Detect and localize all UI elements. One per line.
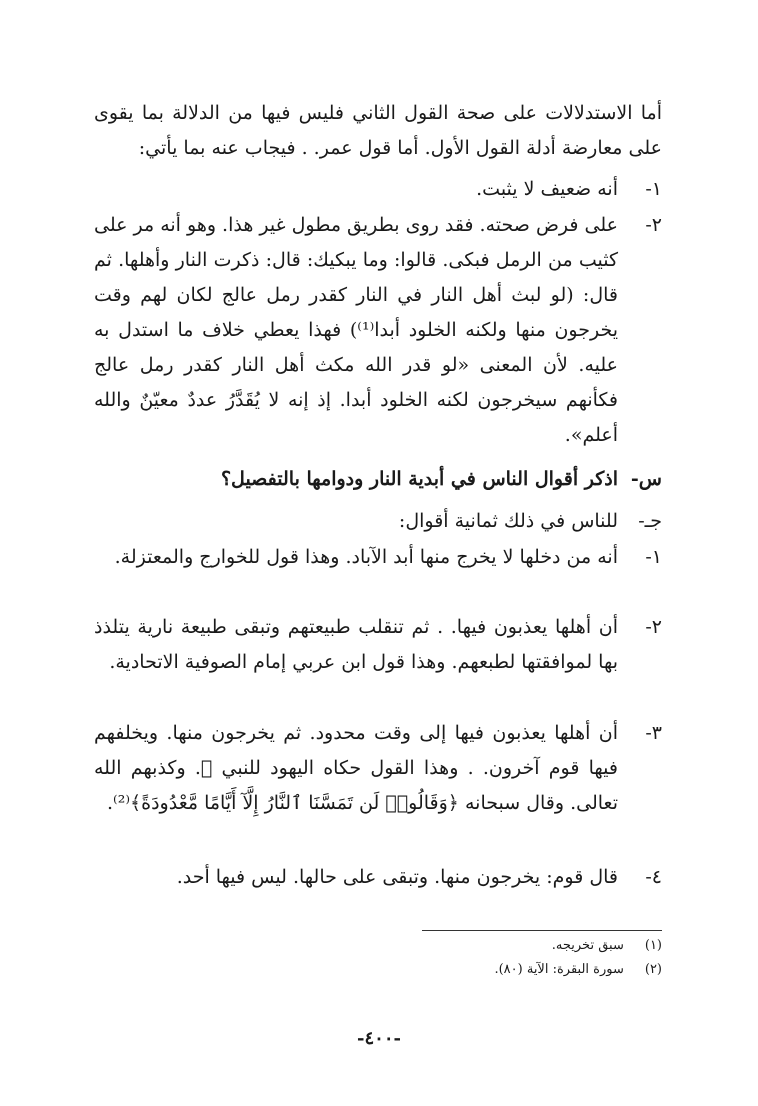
answer-text: للناس في ذلك ثمانية أقوال:	[398, 510, 618, 532]
item-text: أنه من دخلها لا يخرج منها أبد الآباد. وهذا قول للخوارج والمعتزلة.	[114, 546, 618, 568]
list-item	[94, 860, 662, 895]
question	[94, 462, 662, 497]
item-number: ١-	[645, 178, 662, 200]
item-number: ١-	[645, 546, 662, 568]
item-text: أن أهلها يعذبون فيها إلى وقت محدود. ثم يخرجون منها. ويخلفهم فيها قوم آخرون. . وهذا القول حكاه اليهود للنبي ﷺ. وكذبهم الله تعالى. وقال سبحانه ﴿وَقَالُوا۟ لَن تَمَسَّنَا ٱلنَّارُ إِلَّآ أَيَّامًا مَّعْدُودَةً﴾⁽²⁾.	[94, 722, 618, 814]
footnote-text: سورة البقرة: الآية (٨٠).	[494, 962, 624, 977]
item-text: أن أهلها يعذبون فيها. . ثم تنقلب طبيعتهم وتبقى طبيعة نارية يتلذذ بها لموافقتها لطبعهم. وهذا قول ابن عربي إمام الصوفية الاتحادية.	[94, 616, 618, 673]
list-item	[94, 540, 662, 575]
page-number: -٤٠٠-	[357, 1028, 401, 1049]
answer-label: جـ-	[638, 510, 662, 532]
answer	[94, 504, 662, 539]
footnote-text: سبق تخريجه.	[551, 938, 624, 953]
list-item	[94, 610, 662, 680]
item-number: ٢-	[645, 214, 662, 236]
item-number: ٣-	[645, 722, 662, 744]
item-number: ٤-	[645, 866, 662, 888]
footnote-divider	[422, 930, 662, 931]
question-label: س-	[630, 468, 662, 490]
footnote-number: (٢)	[644, 962, 662, 977]
footnote	[94, 936, 662, 956]
item-number: ٢-	[645, 616, 662, 638]
item-text: على فرض صحته. فقد روى بطريق مطول غير هذا. وهو أنه مر على كثيب من الرمل فبكى. قالوا: وما يبكيك: قال: ذكرت النار وأهلها. ثم قال: (لو لبث أهل النار في النار كقدر رمل عالج لكان لهم وقت يخرجون منها ولكنه الخلود أبدا⁽¹⁾) فهذا يعطي خلاف ما استدل به عليه. لأن المعنى «لو قدر الله مكث أهل النار كقدر رمل عالج فكأنهم سيخرجون لكنه الخلود أبدا. إذ إنه لا يُقَدَّرُ عددٌ معيّنٌ والله أعلم».	[94, 214, 619, 446]
item-text: أنه ضعيف لا يثبت.	[476, 178, 618, 200]
list-item	[94, 172, 662, 207]
item-text: قال قوم: يخرجون منها. وتبقى على حالها. ليس فيها أحد.	[176, 866, 618, 888]
intro-paragraph: أما الاستدلالات على صحة القول الثاني فليس فيها من الدلالة بما يقوى على معارضة أدلة القول الأول. أما قول عمر. . فيجاب عنه بما يأتي:	[94, 102, 662, 159]
list-item	[94, 208, 662, 453]
list-item	[94, 716, 662, 821]
footnote	[94, 960, 662, 980]
footnote-number: (١)	[644, 938, 662, 953]
question-text: اذكر أقوال الناس في أبدية النار ودوامها بالتفصيل؟	[220, 468, 618, 490]
